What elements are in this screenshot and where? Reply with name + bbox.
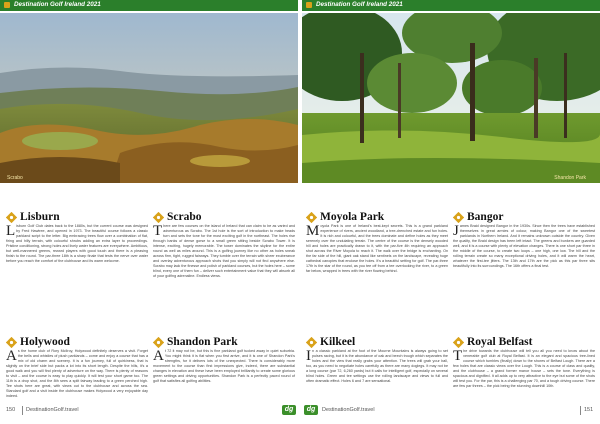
shandon-drop-cap: A (153, 348, 164, 364)
shandon-heading: Shandon Park (167, 336, 238, 348)
golf-diamond-icon (306, 337, 317, 348)
right-page-number: 151 (584, 407, 594, 413)
lisburn-drop-cap: L (6, 223, 16, 239)
royal-belfast-text-block (453, 349, 595, 389)
footer-separator (580, 406, 581, 415)
royal-belfast-section (453, 336, 595, 389)
left-photo-caption: Scrabo (7, 175, 23, 181)
kilkeel-text: n a classic parkland at the foot of the Mourne Mountains is always going to set pulses racing, but it is the abundance of oak and beech trough which separates the holes and the view that really grabs your attention. The trees will grab your ball, too, as you need to negotiate holes carefully as there are many doglegs. It may not be a long course (par 72, 6,260 yards) but it calls for intelligent golf, especially on several blind holes. Green and tee settings use the rolling landscape and views to full and often dramatic effect. Holes 6 and 7 are sensational. (306, 349, 448, 384)
lisburn-heading: Lisburn (20, 211, 60, 223)
holywood-section (6, 336, 148, 399)
dg-logo: dg (282, 405, 296, 415)
bangor-text-block (453, 224, 595, 269)
bangor-drop-cap: J (453, 223, 459, 239)
shandon-text: t 72 it may not be, but this is fine parkland golf tucked away in quiet suburbia. You might think it is flat when you first arrive, and it is one of Shandon Park's strengths, for it delivers lots of the unexpected. There is considerably more movement to the course than first impressions give, indeed, there are substantial changes in elevation and these have been employed brilliantly to create some glorious green settings and driving opportunities. Shandon Park is a perfectly paced round of golf that satisfies all golfing abilities. (153, 349, 295, 384)
right-page (300, 0, 600, 424)
scrabo-drop-cap: T (153, 223, 163, 239)
left-header-bar (0, 0, 298, 11)
scrabo-section (153, 211, 295, 280)
moyola-text-block (306, 224, 448, 274)
kilkeel-heading: Kilkeel (320, 336, 356, 348)
kilkeel-drop-cap: I (306, 348, 311, 364)
lisburn-section (6, 211, 148, 264)
shandon-photo (302, 13, 600, 183)
golf-diamond-icon (6, 337, 17, 348)
right-header-title: Destination Golf Ireland 2021 (316, 1, 403, 8)
moyola-drop-cap: M (306, 223, 320, 239)
kilkeel-text-block (306, 349, 448, 384)
scrabo-heading: Scrabo (167, 211, 202, 223)
scrabo-text-block (153, 224, 295, 280)
golf-diamond-icon (6, 212, 17, 223)
moyola-text: oyola Park is one of Ireland's best-kept secrets. This is a grand parkland experience of rivers, ancient woodland, a tree-drenched estate and fun holes. It is rich and colourful, and the trees dominate and define holes as they meet serenely over the undulating terrain. The centre of the course is the densely wooded hill and holes are practically drawn to it, with the par-five 4th requiring an approach shot across the River Moyola to reach it. The walk over the bridge is enchanting. On the far side of the hill, giant oak stand like sentinels on the landscape, revealing huge cathedral canopies that enclose the holes. It's a beautiful setting for golf. The par-three 17th is the star of the round, as you tee off from a tee overlooking the river, to a green far below, wrapped in trees with the river flowing behind. (306, 224, 448, 274)
holywood-drop-cap: A (6, 348, 17, 364)
bangor-text: ames Braid designed Bangor in the 1930s. Since then the trees have established themselves in great armies of colour, making Bangor one of the sweetest parklands in Northern Ireland. And it remains unknown outside the country. Given the quality, the Braid design has been left intact. The greens and bunkers are guarded well, and it is a course with plenty of elevation changes. There is one short par three in the middle of the course, to create two loops – one high, one low. The hill and the rolling terrain create so many exceptional driving holes, and it will warm the heart, whatever the first-tee jitters. The 13th and 17th are the pick as this par three sits beautifully into its surroundings. The 16th offers a final test. (453, 224, 595, 269)
scrabo-landscape-image (0, 13, 298, 183)
holywood-text: s the home club of Rory McIlroy, Holywood definitely deserves a visit. Forget the bells and whistles of plush parklands – come and enjoy a course that has a mix of old charm and scenery. It is a fun journey, full of quirkiness, that is slightly on the brief side but packs a lot into its short length. Despite the hills, it's a good walk and you will find plenty of adventure on the way. There is plenty of reasons to visit – and the course is easy to play quickly. It will test your short game too. The 11th is a drop shot, and the 8th sees a split fairway leading to a green perched high. Tee shots here are great, with views out to the clubhouse and across the sea. Standard golf and a visit inside the clubhouse makes Holywood a very enjoyable day indeed. (6, 349, 148, 399)
shandon-text-block (153, 349, 295, 384)
royal-belfast-drop-cap: T (453, 348, 463, 364)
golf-diamond-icon (453, 212, 464, 223)
header-square-icon (4, 2, 10, 8)
right-header-bar (302, 0, 600, 11)
holywood-heading: Holywood (20, 336, 70, 348)
dg-logo: dg (304, 405, 318, 415)
moyola-heading: Moyola Park (320, 211, 385, 223)
holywood-text-block (6, 349, 148, 399)
shandon-park-image (302, 13, 600, 183)
bangor-heading: Bangor (467, 211, 504, 223)
left-footer (0, 405, 300, 417)
golf-diamond-icon (153, 212, 164, 223)
right-footer (300, 405, 600, 417)
golf-diamond-icon (306, 212, 317, 223)
shandon-section (153, 336, 295, 384)
royal-belfast-text: he drive towards the clubhouse will tell you all you need to know about the venerable golf club at Royal Belfast. It is an elegant and spacious tree-lined course which tumbles (finally) down to the shores of Belfast Lough. There are a few holes that are classic views over the Lough. This is a course of class and quality, and the clubhouse – a grand former manor house – sets the tone. Everything is spacious and dignified. It all adds up to very attractive to the eye but some of the shots will test you. For the par, this is a challenging par 70, and a tough driving course. There are few par threes – the pick being the stunning downhill 10th. (453, 349, 595, 389)
bangor-section (453, 211, 595, 269)
left-header-title: Destination Golf Ireland 2021 (14, 1, 101, 8)
golf-diamond-icon (453, 337, 464, 348)
royal-belfast-heading: Royal Belfast (467, 336, 533, 348)
scrabo-text: here are few courses on the island of Ireland that can claim to be as varied and adventurous as Scrabo. The 1st hole is the sort of introduction to make heads turn and sets the tone for the most exciting golf in the northeast. The holes rise through banks of dense gorse to a small green sitting beside Scrabo Tower. It is intense, exciting, hugely memorable. The tower dominates the skyline for the entire round as well as miles around. This is a golfing journey like no other as holes sneak across firm, tight, rugged fairways. They tumble over the terrain with sheer exuberance and overlay adventurous approach shots that you simply will not find anywhere else. Scrabo may lack the finesse and polish of parkland courses, but the holes here – some blind, every one of them fun – deliver such entertainment value that they will absorb all of your golfing adrenaline. Endless views. (153, 224, 295, 279)
footer-separator (22, 406, 23, 415)
moyola-section (306, 211, 448, 274)
left-footer-brand[interactable]: DestinationGolf.travel (26, 407, 79, 413)
left-page-number: 150 (6, 407, 16, 413)
header-square-icon (306, 2, 312, 8)
scrabo-photo (0, 13, 298, 183)
right-photo-caption: Shandon Park (554, 175, 586, 181)
lisburn-text-block (6, 224, 148, 264)
lisburn-text: isburn Golf Club dates back to the 1880s, but the current course was designed by Fred Hawtree, and opened in 1973. The beautiful course follows a classic parkland script to the letter. Big embracing trees flow over a combination of flat, firing and hilly terrain, with colourful shrubs adding an extra layer to proceedings. Pristine conditioning, strong holes and lively water features are everywhere. Ambitious, but well-mannered greens, reward players with good touch and there is a pleasing finish to the round. The par-three 18th is a sharp finale that tests the nerve over water before you reach the comfort of the clubhouse and its warm welcome. (6, 224, 148, 264)
golf-diamond-icon (153, 337, 164, 348)
kilkeel-section (306, 336, 448, 384)
right-footer-brand[interactable]: DestinationGolf.travel (322, 407, 375, 413)
